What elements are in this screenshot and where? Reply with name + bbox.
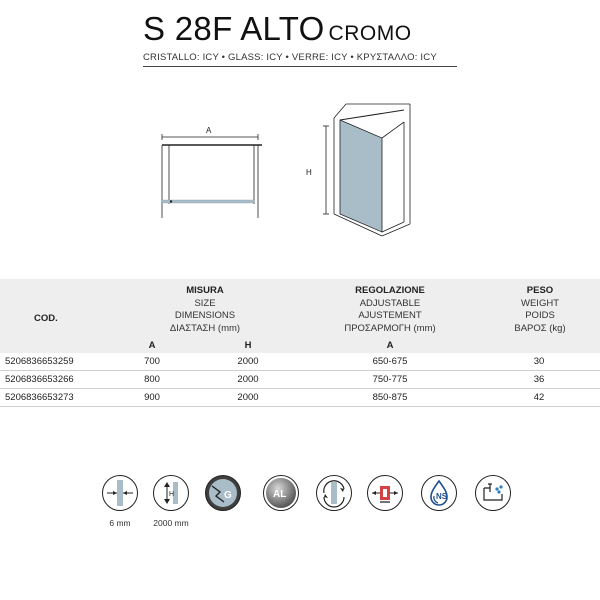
row-code: 5206836653273	[5, 392, 74, 403]
row-code: 5206836653266	[5, 374, 74, 385]
table-row	[0, 389, 600, 407]
finish-name: CROMO	[328, 22, 412, 45]
installation-feature	[468, 475, 518, 518]
nano-coating-feature	[414, 475, 464, 518]
feature-icons	[0, 475, 600, 545]
row-adjust: 650-675	[372, 356, 408, 367]
size-header	[140, 285, 270, 335]
model-name: S 28F ALTO	[143, 10, 325, 47]
weight-header-line: ΒΑΡΟΣ (kg)	[514, 322, 566, 334]
table-row	[0, 353, 600, 371]
size-header-line: DIMENSIONS	[174, 310, 236, 321]
row-weight: 36	[533, 374, 545, 385]
svg-text:NS: NS	[436, 492, 448, 501]
title-divider	[143, 66, 457, 67]
cod-header: COD.	[34, 313, 58, 324]
size-header-line: SIZE	[194, 297, 216, 309]
weight-header-main: PESO	[526, 285, 554, 296]
row-adjust: 850-875	[372, 392, 408, 403]
height-feature	[146, 475, 196, 528]
svg-text:AL: AL	[273, 489, 287, 500]
row-size-h: 2000	[237, 392, 259, 403]
table-row	[0, 371, 600, 389]
row-size-a: 900	[144, 392, 160, 403]
glass-thickness-icon	[102, 475, 138, 511]
row-size-a: 700	[144, 356, 160, 367]
reversible-icon	[316, 475, 352, 511]
glass-thickness-feature	[95, 475, 145, 528]
weight-header-line: WEIGHT	[521, 297, 559, 309]
adjust-header	[320, 285, 460, 335]
row-weight: 30	[533, 356, 545, 367]
row-size-h: 2000	[237, 356, 259, 367]
adjust-sub-a: A	[386, 340, 394, 351]
size-header-line: ΔΙΑΣΤΑΣΗ (mm)	[169, 322, 241, 334]
row-size-h: 2000	[237, 374, 259, 385]
plan-dimension-label: A	[206, 126, 212, 135]
aluminium-icon	[263, 475, 299, 511]
svg-text:H: H	[169, 491, 175, 498]
weight-header	[490, 285, 590, 335]
adjust-header-line: ADJUSTABLE	[359, 297, 421, 309]
front-dimension-label: H	[306, 168, 312, 177]
row-adjust: 750-775	[372, 374, 408, 385]
plan-view-drawing	[150, 120, 270, 220]
svg-text:G: G	[224, 490, 232, 501]
aluminium-feature	[256, 475, 306, 518]
nano-coating-icon	[421, 475, 457, 511]
tempered-glass-feature	[198, 475, 248, 518]
size-header-main: MISURA	[186, 285, 224, 296]
glass-thickness-caption: 6 mm	[109, 518, 131, 528]
height-caption: 2000 mm	[153, 518, 189, 528]
adjust-header-main: REGOLAZIONE	[355, 285, 425, 296]
height-icon	[153, 475, 189, 511]
reversible-feature	[309, 475, 359, 518]
front-view-drawing	[300, 96, 420, 246]
adjust-header-line: AJUSTEMENT	[358, 310, 422, 321]
installation-icon	[475, 475, 511, 511]
row-size-a: 800	[144, 374, 160, 385]
adjustable-profile-feature	[360, 475, 410, 518]
adjustable-profile-icon	[367, 475, 403, 511]
size-sub-a: A	[148, 340, 156, 351]
weight-header-line: POIDS	[525, 310, 555, 321]
glass-type-line: CRISTALLO: ICY • GLASS: ICY • VERRE: ICY • ΚΡΥΣΤΑΛΛΟ: ICY	[143, 52, 437, 63]
row-code: 5206836653259	[5, 356, 74, 367]
adjust-header-line: ΠΡΟΣΑΡΜΟΓΗ (mm)	[344, 322, 436, 334]
product-title	[143, 10, 412, 48]
row-weight: 42	[533, 392, 545, 403]
size-sub-h: H	[244, 340, 252, 351]
tempered-glass-icon	[205, 475, 241, 511]
